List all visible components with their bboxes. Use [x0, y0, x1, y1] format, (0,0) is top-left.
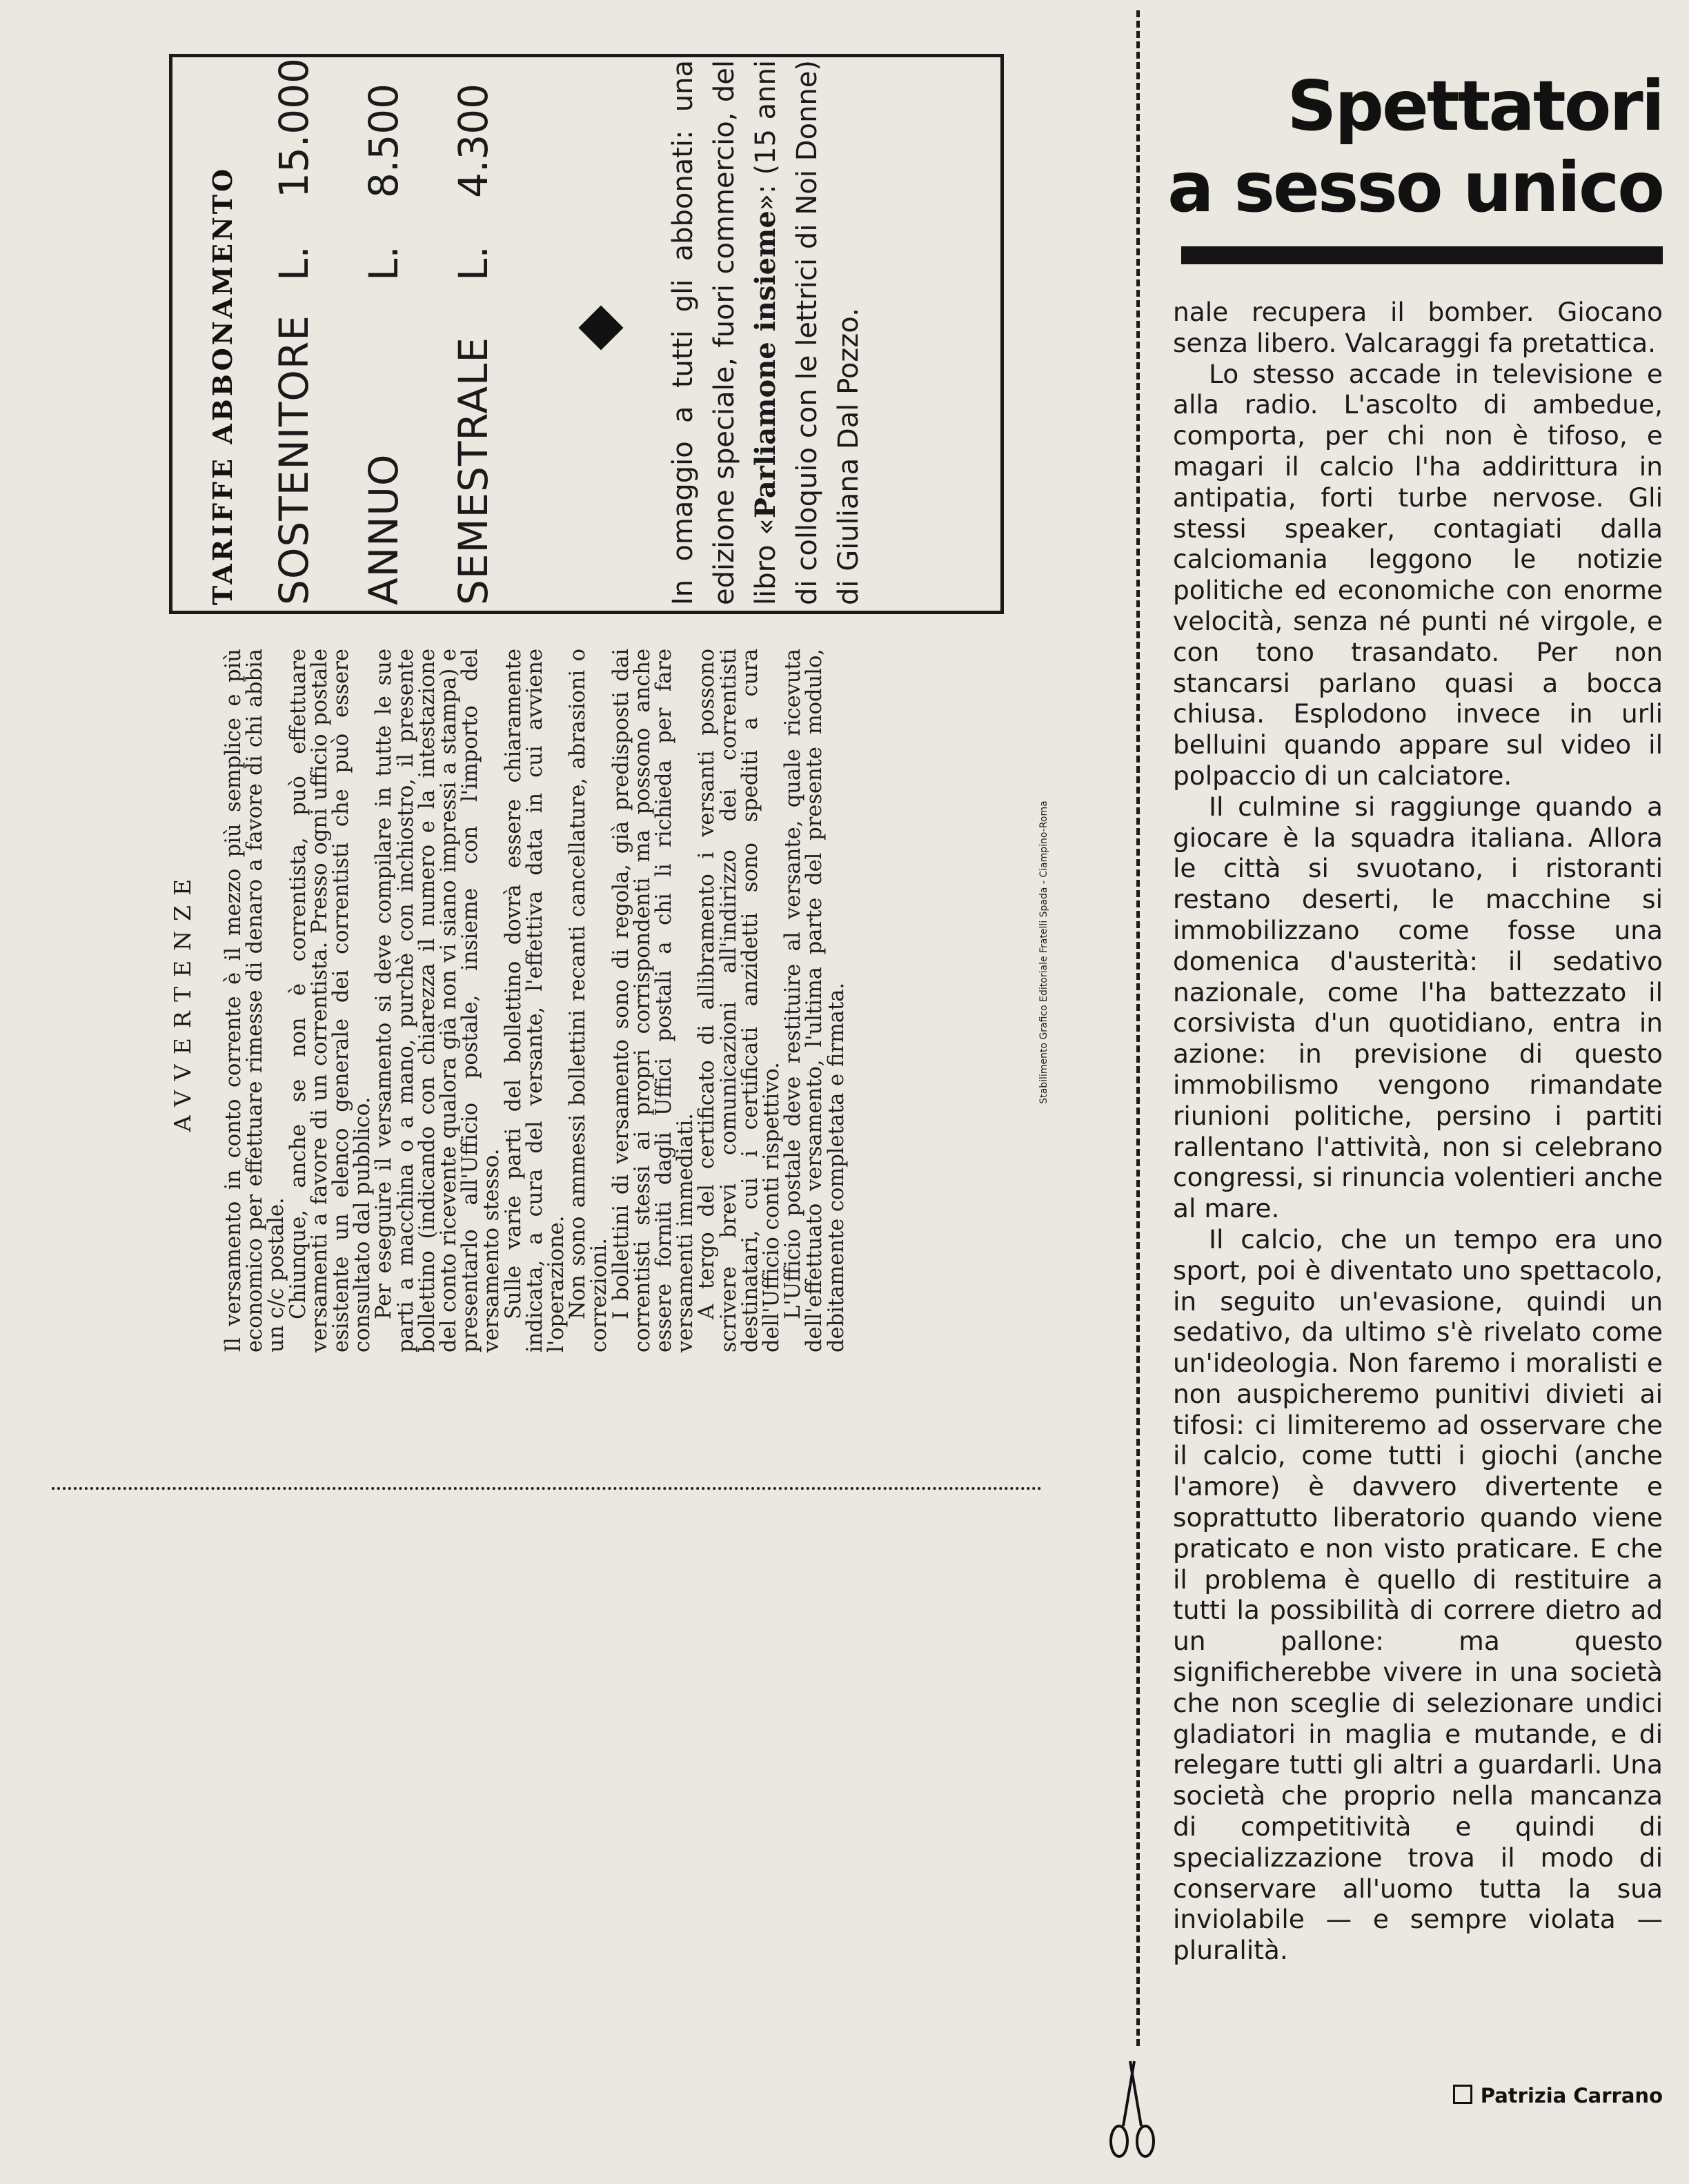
byline	[1421, 2084, 1663, 2107]
warnings-body	[223, 649, 847, 1352]
tariff-title: TARIFFE ABBONAMENTO	[207, 166, 238, 605]
gift-text-post: »: (15 anni di colloquio con le lettrici di Noi Donne) di Giuliana Dal Pozzo.	[750, 60, 865, 605]
tariff-label: SEMESTRALE	[450, 337, 497, 605]
gift-text-pre: In omaggio a tutti gli abbonati: una edizione speciale, fuori commercio, del libro «	[667, 60, 782, 605]
warning-paragraph: A tergo del certificato di allibramento i versanti possono scrivere brevi comunicazioni all'indirizzo dei correntisti destinatari, cui i certificati anzidetti sono spediti a cura dell'Ufficio conti rispettivo.	[695, 649, 784, 1352]
gift-book-title: Parliamone insieme	[749, 210, 782, 519]
warning-paragraph: Sulle varie parti del bollettino dovrà essere chiaramente indicata, a cura del versante, l'effettiva data in cui avviene l'operazione.	[501, 649, 569, 1352]
warning-paragraph: L'Ufficio postale deve restituire al versante, quale ricevuta dell'effettuato versamento, l'ultima parte del presente modulo, debitamente completata e firmata.	[781, 649, 849, 1352]
dotted-cut-line	[52, 1487, 1042, 1490]
warning-paragraph: Per eseguire il versamento si deve compilare in tutte le sue parti a macchina o a mano, purchè con inchiostro, il presente bollettino (indicando con chiarezza il numero e la intestazione del conto ricevente qualora già non vi siano impressi a stampa) e presentarlo all'Ufficio postale, insieme con l'importo del versamento stesso.	[372, 649, 504, 1352]
article-paragraph: Il calcio, che un tempo era uno sport, poi è diventato uno spettacolo, in seguito un'evasione, quindi un sedativo, da ultimo s'è rivelato come un'ideologia. Non faremo i moralisti e non auspicheremo punitivi divieti ai tifosi: ci limiteremo ad osservare che il calcio, come tutti i giochi (anche l'amore) è davvero divertente e soprattutto liberatorio quando viene praticato e non visto praticare. E che il problema è quello di restituire a tutti la possibilità di correre dietro ad un pallone: ma questo significherebbe vivere in una società che non sceglie di selezionare undici gladiatori in maglia e mutande, e di relegare tutti gli altri a guardarli. Una società che proprio nella mancanza di competitività e quindi di specializzazione trova il modo di conservare all'uomo tutta la sua inviolabile — e sempre violata — pluralità.	[1173, 1223, 1663, 1966]
cut-line	[1136, 10, 1140, 2046]
rotated-panel	[0, 0, 1104, 1491]
author-name: Patrizia Carrano	[1480, 2084, 1663, 2107]
square-icon	[1453, 2085, 1472, 2104]
tariff-currency: L.	[270, 246, 317, 281]
tariff-amount: 8.500	[360, 83, 407, 198]
tariff-row	[360, 60, 408, 605]
warning-paragraph: Il versamento in conto corrente è il mezzo più semplice e più economico per effettuare rimesse di denaro a favore di chi abbia un c/c postale.	[221, 649, 289, 1352]
gift-offer	[662, 60, 869, 605]
article-title-line1: Spettatori	[1287, 66, 1663, 146]
scissors-icon	[1103, 2060, 1162, 2163]
tariff-amount: 15.000	[270, 58, 317, 198]
article-paragraph: Lo stesso accade in televisione e alla radio. L'ascolto di ambedue, comporta, per chi non è tifoso, e magari il calcio l'ha addirittura in antipatia, forti turbe nervose. Gli stessi speaker, contagiati dalla calciomania leggono le notizie politiche ed economiche con enorme velocità, senza né punti né virgole, e con tono trasandato. Per non stancarsi parlano quasi a bocca chiusa. Esplodono invece in urli belluini quando appare sul video il polpaccio di un calciatore.	[1173, 358, 1663, 791]
article-paragraph: nale recupera il bomber. Giocano senza libero. Valcaraggi fa pretattica.	[1173, 297, 1663, 358]
warning-paragraph: Non sono ammessi bollettini recanti cancellature, abrasioni o correzioni.	[566, 649, 612, 1352]
tariff-label: ANNUO	[360, 453, 407, 605]
tariff-currency: L.	[360, 246, 407, 281]
warnings-title: AVVERTENZE	[169, 869, 196, 1132]
tariff-row	[450, 60, 498, 605]
tariff-label: SOSTENITORE	[270, 315, 317, 605]
printer-credit: Stabilimento Grafico Editoriale Fratelli Spada - Ciampino-Roma	[1038, 800, 1049, 1104]
title-rule	[1181, 246, 1663, 264]
article-paragraph: Il culmine si raggiunge quando a giocare è la squadra italiana. Allora le città si svuotano, i ristoranti restano deserti, le macchine si immobilizzano come fosse una domenica d'austerità: il sedativo nazionale, come l'ha battezzato il corsivista d'un quotidiano, entra in azione: in previsione di questo immobilismo vengono rimandate riunioni politiche, persino i partiti rallentano l'attività, non si celebrano congressi, si rinuncia volentieri anche al mare.	[1173, 791, 1663, 1224]
article-body	[1173, 297, 1663, 1966]
article-title-line2: a sesso unico	[1167, 147, 1663, 228]
warning-paragraph: Chiunque, anche se non è correntista, può effettuare versamenti a favore di un correntista. Presso ogni ufficio postale esistente un elenco generale dei correntisti che può essere consultato dal pubblico.	[286, 649, 375, 1352]
tariff-row	[270, 60, 319, 605]
tariff-amount: 4.300	[450, 83, 497, 198]
warning-paragraph: I bollettini di versamento sono di regola, già predisposti dai correntisti stessi ai propri corrispondenti ma possono anche essere forniti dagli Uffici postali a chi li richieda per fare versamenti immediati.	[609, 649, 698, 1352]
tariff-currency: L.	[450, 246, 497, 281]
article-title	[1159, 66, 1663, 228]
